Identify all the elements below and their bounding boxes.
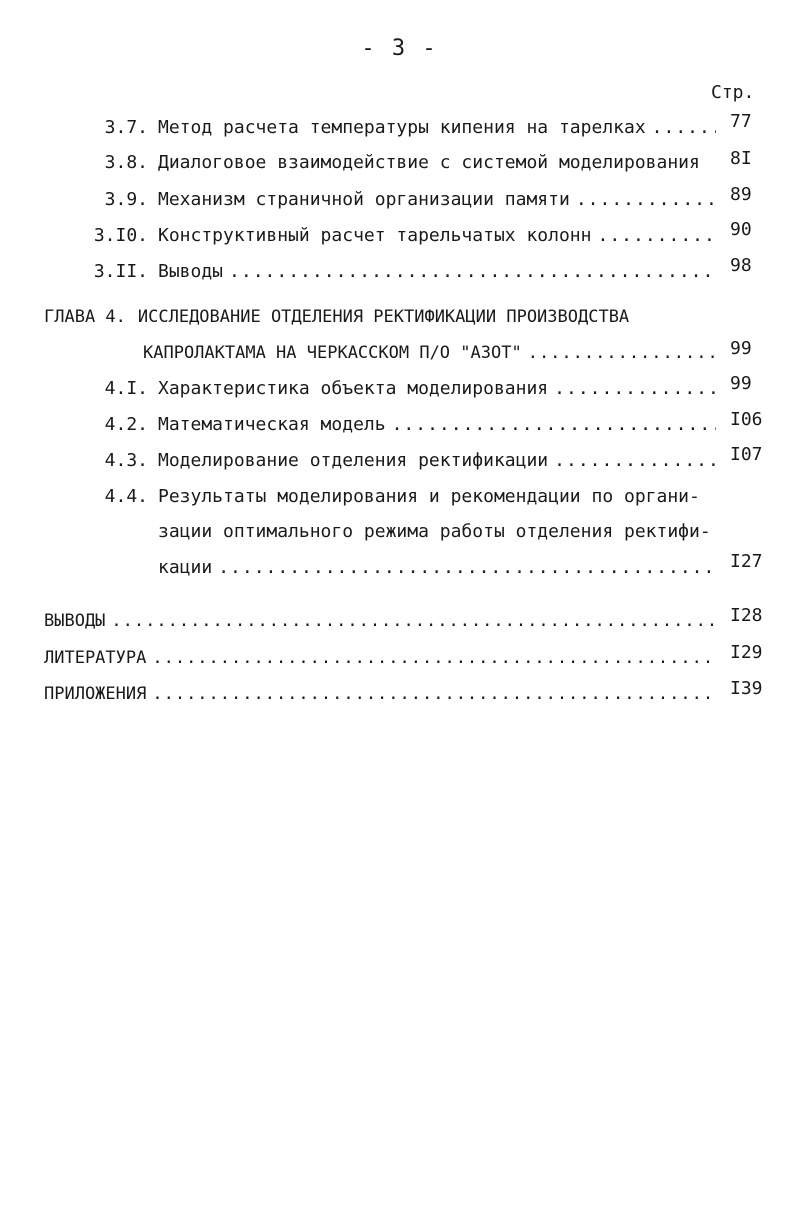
- toc-entry-number: 3.9.: [104, 189, 148, 210]
- toc-entry-number: 3.I0.: [93, 225, 148, 246]
- toc-entry-page: I28: [730, 605, 763, 626]
- page-column-label: Стр.: [711, 82, 755, 103]
- page-number: - 3 -: [361, 36, 438, 61]
- toc-entry-page: 90: [730, 219, 752, 240]
- toc-entry-title: ПРИЛОЖЕНИЯ: [44, 684, 147, 704]
- toc-entry-title: Механизм страничной организации памяти: [158, 189, 570, 210]
- toc-entry-page: 89: [730, 184, 752, 205]
- dot-leader: [576, 189, 716, 210]
- chapter-heading: [44, 307, 744, 337]
- dot-leader: [392, 414, 716, 435]
- toc-entry: [40, 261, 720, 291]
- toc-entry-title-line-3: кации: [158, 557, 213, 578]
- toc-entry: [40, 189, 720, 219]
- toc-entry-page: I29: [730, 642, 763, 663]
- toc-entry-title: Моделирование отделения ректификации: [158, 450, 549, 471]
- toc-entry-number: 4.2.: [104, 414, 148, 435]
- toc-entry: [40, 486, 740, 516]
- toc-entry: [44, 611, 720, 641]
- toc-entry: [40, 378, 720, 408]
- toc-entry-continued: [158, 557, 720, 587]
- toc-entry-continued: [158, 521, 758, 551]
- toc-entry-page: 99: [730, 373, 752, 394]
- chapter-title: ИССЛЕДОВАНИЕ ОТДЕЛЕНИЯ РЕКТИФИКАЦИИ ПРОИЗВОДСТВА: [137, 307, 630, 327]
- toc-entry-title: Диалоговое взаимодействие с системой моделирования: [158, 152, 700, 173]
- toc-entry-number: 4.4.: [104, 486, 148, 507]
- dot-leader: [528, 343, 716, 363]
- toc-entry: [40, 414, 720, 444]
- toc-entry-page: 98: [730, 255, 752, 276]
- toc-entry-title: Результаты моделирования и рекомендации по органи-: [158, 486, 700, 507]
- toc-entry: [40, 225, 720, 255]
- toc-entry-page: I06: [730, 409, 763, 430]
- toc-entry: [44, 648, 720, 678]
- toc-entry-title-line-2: зации оптимального режима работы отделения ректифи-: [158, 521, 711, 542]
- toc-entry-page: I39: [730, 678, 763, 699]
- chapter-title-line-2: КАПРОЛАКТАМА НА ЧЕРКАССКОМ П/О "АЗОТ": [143, 343, 522, 363]
- toc-entry: [44, 684, 720, 714]
- dot-leader: [152, 684, 716, 704]
- dot-leader: [554, 450, 716, 471]
- dot-leader: [597, 225, 716, 246]
- toc-entry-page: I07: [730, 444, 763, 465]
- toc-entry-number: 4.I.: [104, 378, 148, 399]
- dot-leader: [652, 117, 716, 138]
- toc-entry-number: 3.7.: [104, 117, 148, 138]
- toc-entry: [40, 450, 720, 480]
- dot-leader: [152, 648, 716, 668]
- toc-entry-title: ВЫВОДЫ: [44, 611, 106, 631]
- dot-leader: [554, 378, 716, 399]
- toc-entry-title: Выводы: [158, 261, 224, 282]
- toc-entry: [40, 152, 720, 182]
- dot-leader: [229, 261, 716, 282]
- toc-entry-number: 3.II.: [93, 261, 148, 282]
- dot-leader: [111, 611, 716, 631]
- chapter-number: ГЛАВА 4.: [44, 307, 126, 327]
- toc-entry-page: 77: [730, 111, 752, 132]
- toc-entry-title: Математическая модель: [158, 414, 386, 435]
- toc-entry-title: Характеристика объекта моделирования: [158, 378, 549, 399]
- toc-entry-title: Метод расчета температуры кипения на тарелках: [158, 117, 646, 138]
- toc-entry-number: 3.8.: [104, 152, 148, 173]
- toc-entry-page: 8I: [730, 148, 752, 169]
- toc-entry-number: 4.3.: [104, 450, 148, 471]
- toc-entry-page: 99: [730, 338, 752, 359]
- toc-entry-title: Конструктивный расчет тарельчатых колонн: [158, 225, 592, 246]
- toc-entry-title: ЛИТЕРАТУРА: [44, 648, 147, 668]
- toc-entry: [40, 117, 720, 147]
- dot-leader: [218, 557, 716, 578]
- chapter-heading-continued: [143, 343, 720, 373]
- toc-entry-page: I27: [730, 551, 763, 572]
